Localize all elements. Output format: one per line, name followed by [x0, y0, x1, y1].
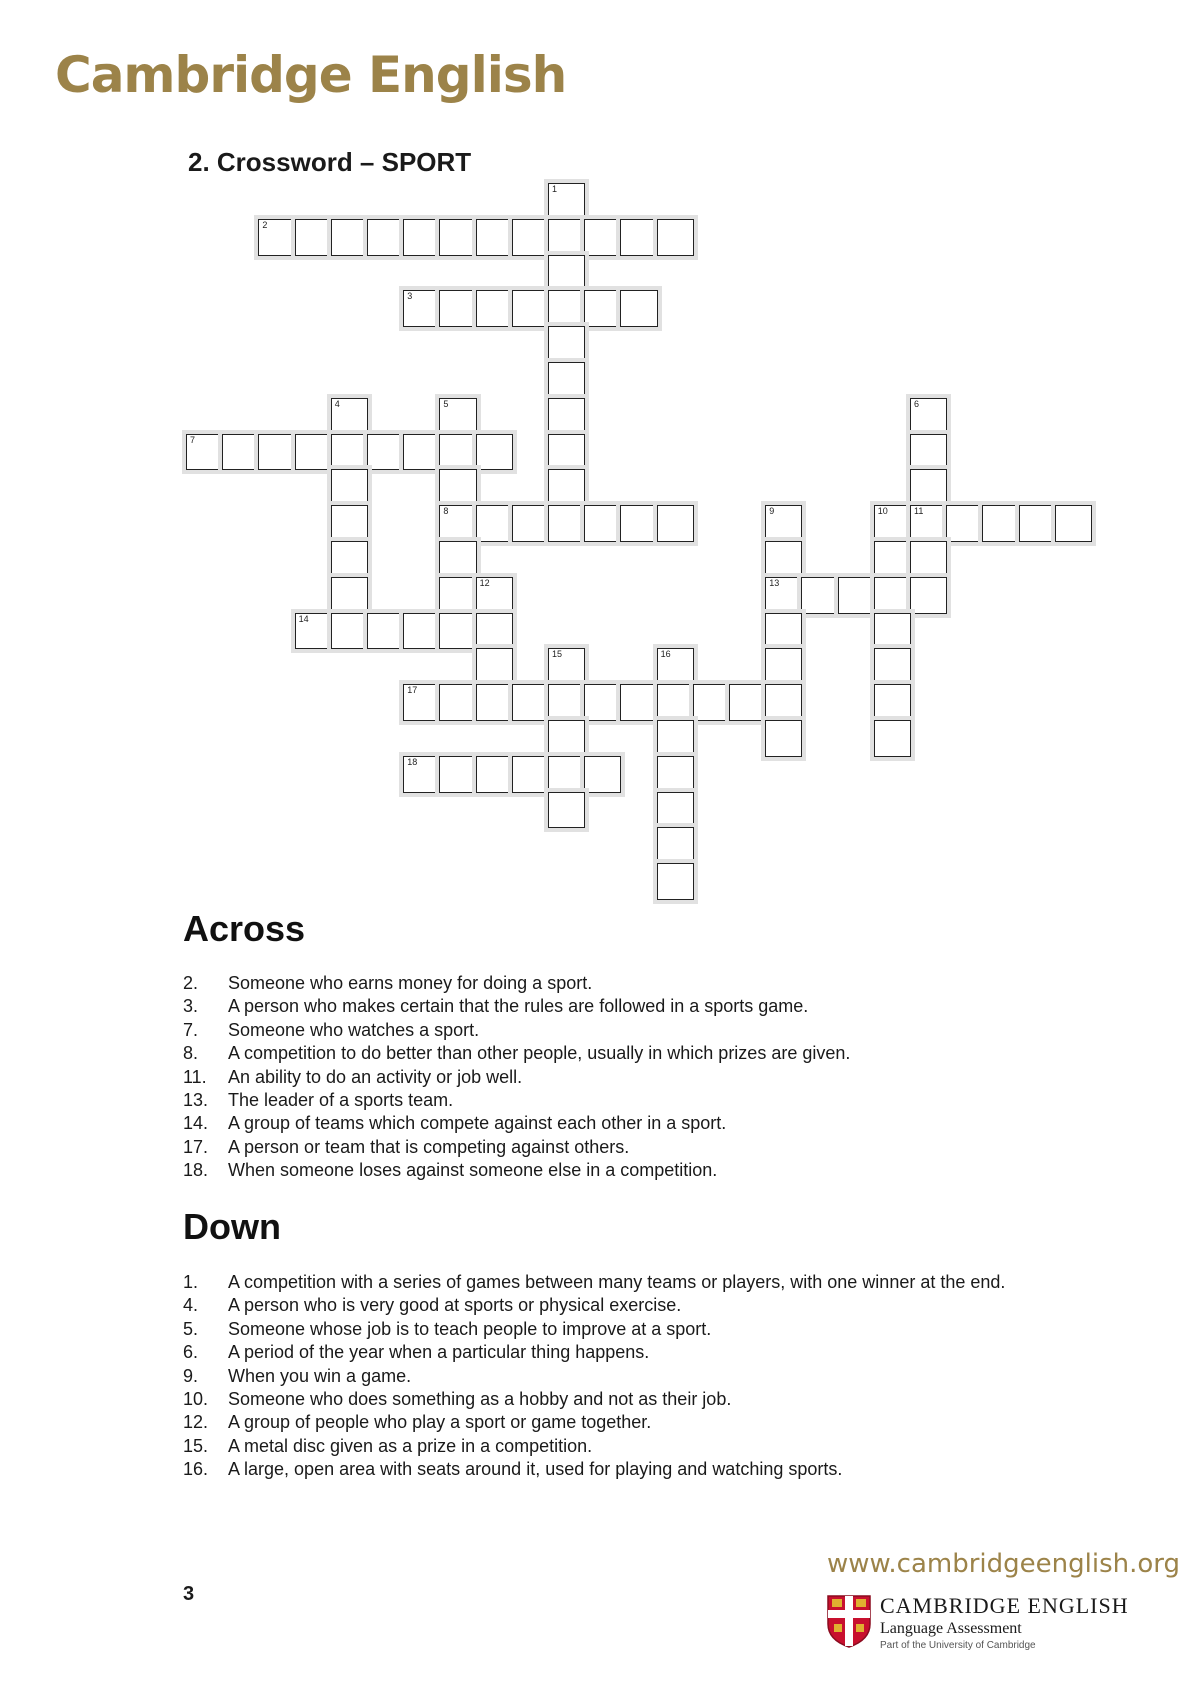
crossword-cell[interactable] — [367, 613, 404, 650]
crossword-cell[interactable] — [476, 434, 513, 471]
crossword-cell[interactable] — [584, 219, 621, 256]
crossword-cell[interactable] — [512, 756, 549, 793]
crossword-cell[interactable] — [874, 720, 911, 757]
website-link[interactable]: www.cambridgeenglish.org — [827, 1549, 1181, 1579]
crossword-cell[interactable] — [765, 541, 802, 578]
crossword-cell[interactable] — [295, 219, 332, 256]
across-clue — [183, 995, 1043, 1018]
crossword-cell[interactable] — [548, 469, 585, 506]
clue-number-label: 10. — [183, 1389, 209, 1410]
clue-number: 15 — [552, 649, 563, 660]
crossword-cell[interactable] — [584, 505, 621, 542]
crossword-cell[interactable] — [331, 219, 368, 256]
crossword-cell[interactable] — [874, 577, 911, 614]
crossword-cell[interactable] — [657, 756, 694, 793]
clue-text: When you win a game. — [228, 1365, 412, 1386]
clue-number-label: 1. — [183, 1272, 199, 1292]
clue-number: 6 — [914, 398, 920, 409]
crossword-cell[interactable] — [512, 505, 549, 542]
crossword-cell[interactable] — [657, 792, 694, 829]
down-clue — [183, 1318, 1043, 1341]
clue-number-label: 18. — [183, 1160, 209, 1181]
crossword-cell[interactable] — [367, 434, 404, 471]
clue-number: 18 — [407, 756, 418, 767]
across-clue — [183, 1089, 1043, 1112]
crossword-cell[interactable] — [439, 541, 476, 578]
clue-number-label: 7. — [183, 1019, 199, 1040]
crossword-cell[interactable] — [403, 219, 440, 256]
clue-text: A group of people who play a sport or game together. — [228, 1412, 652, 1433]
crossword-cell[interactable] — [548, 720, 585, 757]
crossword-cell[interactable] — [403, 684, 440, 721]
clue-text: A competition to do better than other people, usually in which prizes are given. — [228, 1043, 851, 1064]
crossword-cell[interactable] — [657, 684, 694, 721]
crossword-cell[interactable] — [657, 863, 694, 900]
clue-number: 17 — [407, 685, 418, 696]
crossword-cell[interactable] — [946, 505, 983, 542]
crossword-cell[interactable] — [1019, 505, 1056, 542]
crossword-cell[interactable] — [765, 505, 802, 542]
crossword-cell[interactable] — [620, 290, 657, 327]
clue-text: Someone whose job is to teach people to improve at a sport. — [228, 1318, 712, 1339]
crossword-cell[interactable] — [476, 290, 513, 327]
crossword-cell[interactable] — [331, 577, 368, 614]
across-clue — [183, 1159, 1043, 1182]
crossword-cell[interactable] — [439, 469, 476, 506]
clue-number-label: 12. — [183, 1412, 209, 1433]
clue-text: A person or team that is competing against others. — [228, 1136, 630, 1157]
clue-text: Someone who earns money for doing a sport. — [228, 973, 593, 993]
crossword-cell[interactable] — [548, 255, 585, 292]
crossword-cell[interactable] — [548, 326, 585, 363]
clue-number: 14 — [298, 613, 309, 624]
crossword-cell[interactable] — [620, 219, 657, 256]
down-clue — [183, 1388, 1043, 1411]
org-parent: Part of the University of Cambridge — [880, 1640, 1036, 1651]
crossword-cell[interactable] — [910, 577, 947, 614]
crossword-cell[interactable] — [403, 613, 440, 650]
brand-logo-text: Cambridge English — [55, 46, 567, 104]
clue-text: When someone loses against someone else in a competition. — [228, 1160, 718, 1181]
clue-number: 9 — [769, 506, 775, 517]
clue-number-label: 11. — [183, 1066, 207, 1087]
crossword-cell[interactable] — [512, 684, 549, 721]
crossword-cell[interactable] — [620, 684, 657, 721]
crossword-cell[interactable] — [295, 434, 332, 471]
crossword-cell[interactable] — [439, 434, 476, 471]
clue-text: A group of teams which compete against each other in a sport. — [228, 1113, 727, 1134]
clue-number-label: 3. — [183, 996, 199, 1017]
crossword-cell[interactable] — [295, 613, 332, 650]
crossword-cell[interactable] — [439, 505, 476, 542]
crossword-cell[interactable] — [439, 756, 476, 793]
crossword-cell[interactable] — [548, 792, 585, 829]
across-clue — [183, 1136, 1043, 1159]
crossword-cell[interactable] — [331, 613, 368, 650]
clue-number: 12 — [479, 577, 490, 588]
crossword-cell[interactable] — [657, 648, 694, 685]
crossword-cell[interactable] — [512, 290, 549, 327]
clue-number-label: 5. — [183, 1318, 199, 1339]
clue-number-label: 8. — [183, 1043, 199, 1064]
crossword-cell[interactable] — [331, 434, 368, 471]
crossword-cell[interactable] — [548, 290, 585, 327]
crossword-cell[interactable] — [476, 756, 513, 793]
crossword-cell[interactable] — [476, 577, 513, 614]
clue-number: 16 — [660, 649, 671, 660]
clue-text: A person who makes certain that the rules are followed in a sports game. — [228, 996, 809, 1017]
clue-text: A metal disc given as a prize in a competition. — [228, 1435, 593, 1456]
crossword-cell[interactable] — [765, 684, 802, 721]
org-subtitle: Language Assessment — [880, 1620, 1022, 1637]
crossword-cell[interactable] — [548, 398, 585, 435]
page-title: 2. Crossword – SPORT — [188, 147, 472, 177]
crossword-cell[interactable] — [982, 505, 1019, 542]
crossword-cell[interactable] — [331, 505, 368, 542]
down-heading: Down — [183, 1206, 281, 1247]
crossword-cell[interactable] — [548, 362, 585, 399]
crossword-cell[interactable] — [657, 505, 694, 542]
crossword-cell[interactable] — [548, 684, 585, 721]
crossword-cell[interactable] — [403, 290, 440, 327]
clue-text: A large, open area with seats around it, used for playing and watching sports. — [228, 1459, 843, 1480]
crossword-cell[interactable] — [657, 720, 694, 757]
crossword-cell[interactable] — [258, 434, 295, 471]
clue-text: A person who is very good at sports or physical exercise. — [228, 1295, 682, 1316]
crossword-cell[interactable] — [439, 290, 476, 327]
clue-number: 10 — [877, 506, 888, 517]
clue-number: 13 — [769, 577, 780, 588]
clue-number-label: 13. — [183, 1090, 209, 1111]
clue-number-label: 2. — [183, 973, 199, 993]
crossword-cell[interactable] — [1055, 505, 1092, 542]
crossword-cell[interactable] — [584, 756, 621, 793]
crossword-cell[interactable] — [765, 720, 802, 757]
crossword-cell[interactable] — [874, 505, 911, 542]
clue-number-label: 9. — [183, 1365, 199, 1386]
crossword-cell[interactable] — [657, 219, 694, 256]
crossword-cell[interactable] — [657, 827, 694, 864]
crossword-cell[interactable] — [186, 434, 223, 471]
crossword-cell[interactable] — [439, 577, 476, 614]
clue-number-label: 14. — [183, 1113, 209, 1134]
crossword-cell[interactable] — [584, 684, 621, 721]
org-name: CAMBRIDGE ENGLISH — [880, 1593, 1129, 1618]
clue-number: 7 — [190, 434, 196, 445]
crossword-cell[interactable] — [548, 756, 585, 793]
crossword-cell[interactable] — [910, 469, 947, 506]
clue-number-label: 4. — [183, 1295, 199, 1316]
crossword-cell[interactable] — [910, 541, 947, 578]
crossword-cell[interactable] — [476, 613, 513, 650]
crossword-cell[interactable] — [765, 613, 802, 650]
down-clue — [183, 1294, 1043, 1317]
clue-number-label: 6. — [183, 1342, 199, 1363]
down-clue — [183, 1411, 1043, 1434]
crossword-cell[interactable] — [548, 648, 585, 685]
crossword-cell[interactable] — [874, 648, 911, 685]
clue-number: 4 — [334, 398, 340, 409]
crossword-cell[interactable] — [331, 541, 368, 578]
crossword-cell[interactable] — [584, 290, 621, 327]
clue-text: A period of the year when a particular thing happens. — [228, 1342, 650, 1363]
across-clue — [183, 1019, 1043, 1042]
across-clue-list — [183, 972, 1043, 1183]
across-clue — [183, 1112, 1043, 1135]
clue-number-label: 16. — [183, 1459, 209, 1480]
crossword-cell[interactable] — [258, 219, 295, 256]
crossword-cell[interactable] — [403, 434, 440, 471]
crossword-cell[interactable] — [838, 577, 875, 614]
clue-number-label: 15. — [183, 1435, 209, 1456]
across-clue — [183, 972, 1043, 995]
clue-number-label: 17. — [183, 1136, 209, 1157]
down-clue — [183, 1435, 1043, 1458]
crossword-cell[interactable] — [874, 684, 911, 721]
crossword-cell[interactable] — [439, 613, 476, 650]
crossword-cell[interactable] — [439, 219, 476, 256]
down-clue — [183, 1341, 1043, 1364]
crossword-cell[interactable] — [548, 183, 585, 220]
crossword-cell[interactable] — [222, 434, 259, 471]
clue-number: 8 — [443, 506, 449, 517]
crossword-cell[interactable] — [548, 219, 585, 256]
crossword-cell[interactable] — [874, 613, 911, 650]
crossword-cell[interactable] — [693, 684, 730, 721]
crossword-cell[interactable] — [476, 648, 513, 685]
down-clue — [183, 1365, 1043, 1388]
clue-number: 1 — [552, 184, 558, 194]
clue-number: 5 — [443, 398, 449, 409]
down-clue — [183, 1458, 1043, 1481]
crossword-cell[interactable] — [801, 577, 838, 614]
cambridge-crest-icon — [826, 1594, 872, 1648]
crossword-cell[interactable] — [910, 434, 947, 471]
page-number: 3 — [183, 1583, 195, 1605]
crossword-cell[interactable] — [765, 648, 802, 685]
clue-number: 11 — [914, 506, 924, 517]
crossword-cell[interactable] — [439, 684, 476, 721]
crossword-cell[interactable] — [548, 434, 585, 471]
crossword-cell[interactable] — [476, 684, 513, 721]
clue-text: A competition with a series of games between many teams or players, with one winner at the end. — [228, 1272, 1006, 1292]
crossword-cell[interactable] — [476, 505, 513, 542]
crossword-cell[interactable] — [331, 469, 368, 506]
crossword-cell[interactable] — [910, 398, 947, 435]
across-heading: Across — [183, 908, 306, 949]
clue-text: Someone who does something as a hobby and not as their job. — [228, 1389, 732, 1410]
crossword-cell[interactable] — [910, 505, 947, 542]
crossword-cell[interactable] — [439, 398, 476, 435]
crossword-cell[interactable] — [512, 219, 549, 256]
clue-number: 3 — [407, 291, 413, 302]
crossword-cell[interactable] — [476, 219, 513, 256]
crossword-cell[interactable] — [620, 505, 657, 542]
crossword-cell[interactable] — [548, 505, 585, 542]
crossword-cell[interactable] — [729, 684, 766, 721]
down-clue — [183, 1271, 1043, 1294]
crossword-cell[interactable] — [765, 577, 802, 614]
across-clue — [183, 1066, 1043, 1089]
crossword-cell[interactable] — [874, 541, 911, 578]
clue-text: An ability to do an activity or job well. — [228, 1066, 523, 1087]
clue-number: 2 — [262, 219, 268, 230]
crossword-cell[interactable] — [331, 398, 368, 435]
across-clue — [183, 1042, 1043, 1065]
down-clue-list — [183, 1271, 1043, 1482]
crossword-cell[interactable] — [367, 219, 404, 256]
crossword-cell[interactable] — [403, 756, 440, 793]
clue-text: Someone who watches a sport. — [228, 1019, 480, 1040]
clue-text: The leader of a sports team. — [228, 1090, 454, 1111]
